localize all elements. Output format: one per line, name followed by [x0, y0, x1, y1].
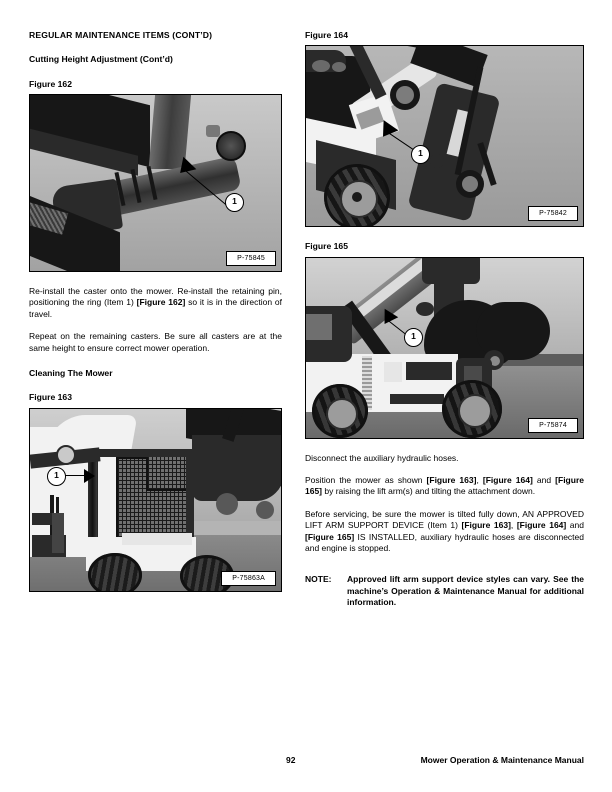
page-footer [0, 755, 612, 771]
mower-caster-wheel-1 [216, 493, 238, 515]
right-paragraph-3 [305, 509, 584, 555]
right-p3-ref-163: [Figure 163] [461, 520, 511, 531]
figure-164-label: Figure 164 [305, 30, 348, 40]
page-number: 92 [286, 755, 296, 765]
note-label: NOTE: [305, 574, 332, 585]
right-p3-part2: , [510, 520, 517, 531]
callout-1: 1 [225, 193, 244, 212]
callout-1: 1 [404, 328, 423, 347]
left-paragraph-1 [29, 286, 282, 320]
mower-attachment-body [192, 435, 282, 501]
figure-164-image [305, 45, 584, 227]
callout-1: 1 [411, 145, 430, 164]
cleaning-the-mower-heading: Cleaning The Mower [29, 367, 113, 378]
left-p1-part1: Re-install the caster onto the mower. Re-install the retaining pin, positioning the ring (Item 1) [29, 285, 282, 308]
retaining-ring [216, 131, 246, 161]
loader-fender [122, 533, 192, 545]
left-p1-part2: so it is in the direction of travel. [29, 297, 283, 319]
right-p3-ref-164: [Figure 164] [516, 520, 567, 531]
lift-arm-support-device [88, 453, 97, 545]
figure-165-image [305, 257, 584, 439]
right-p3-part1: Before servicing, be sure the mower is tilted fully down, AN APPROVED LIFT ARM SUPPORT DEVICE (Item 1) [305, 508, 584, 531]
retaining-pin [206, 125, 220, 137]
subsection-heading: Cutting Height Adjustment (Cont’d) [29, 54, 173, 65]
photo-id-p75874: P-75874 [528, 418, 578, 433]
left-paragraph-2: Repeat on the remaining casters. Be sure all casters are at the same height to ensure correct mower operation. [29, 331, 282, 353]
decal-bobcat-text [406, 362, 452, 380]
manual-title: Mower Operation & Maintenance Manual [420, 755, 584, 765]
right-paragraph-2 [305, 475, 584, 498]
mower-caster-wheel-2 [256, 501, 274, 519]
figure-162-label: Figure 162 [29, 78, 72, 89]
photo-id-p75845: P-75845 [226, 251, 276, 266]
right-p3-part3: and [566, 520, 584, 531]
figure-163-image [29, 408, 282, 592]
page-header-title: REGULAR MAINTENANCE ITEMS (CONT’D) [29, 30, 213, 40]
note-text: Approved lift arm support device styles can vary. See the machine’s Operation & Maintenance Manual for additional information. [347, 574, 584, 608]
cab-window [305, 314, 332, 340]
mower-roller-left [416, 302, 434, 316]
right-column [305, 30, 584, 609]
mower-deck-right [476, 302, 550, 360]
left-column [29, 30, 282, 592]
figure-162-image [29, 94, 282, 272]
right-p2-part2: , [476, 475, 483, 486]
figure-165-label: Figure 165 [305, 241, 348, 252]
right-p2-ref-164: [Figure 164] [482, 475, 533, 486]
loader-tire-front [88, 553, 142, 592]
right-p2-part3: and [532, 475, 556, 486]
decal-bobcat-logo [384, 362, 402, 382]
right-p2-ref-165: [Figure 165] [305, 475, 584, 497]
right-paragraph-1: Disconnect the auxiliary hydraulic hoses. [305, 452, 459, 463]
right-p2-part4: by raising the lift arm(s) and tilting the attachment down. [322, 486, 536, 497]
right-p3-ref-165: [Figure 165] [305, 531, 355, 542]
decal-model [32, 513, 54, 525]
lift-arm-pivot [56, 445, 76, 465]
front-wheel-rim [326, 398, 358, 430]
right-p3-part4: IS INSTALLED, auxiliary hydraulic hoses are disconnected and engine is stopped. [305, 531, 584, 554]
left-p1-figure-ref: [Figure 162] [136, 297, 186, 308]
decal-stripe [52, 513, 64, 553]
callout-1: 1 [47, 467, 66, 486]
right-p2-ref-163: [Figure 163] [426, 475, 477, 486]
right-p2-part1: Position the mower as shown [305, 475, 427, 486]
photo-id-p75842: P-75842 [528, 206, 578, 221]
road-band [180, 521, 281, 535]
note-block [305, 574, 584, 608]
figure-163-label: Figure 163 [29, 392, 72, 403]
cab-top-rail [90, 449, 194, 457]
callout-arrowhead [84, 469, 95, 483]
decal-turbo-diesel [390, 394, 444, 404]
rear-wheel-rim [458, 394, 492, 428]
photo-id-p75863a: P-75863A [221, 571, 276, 586]
